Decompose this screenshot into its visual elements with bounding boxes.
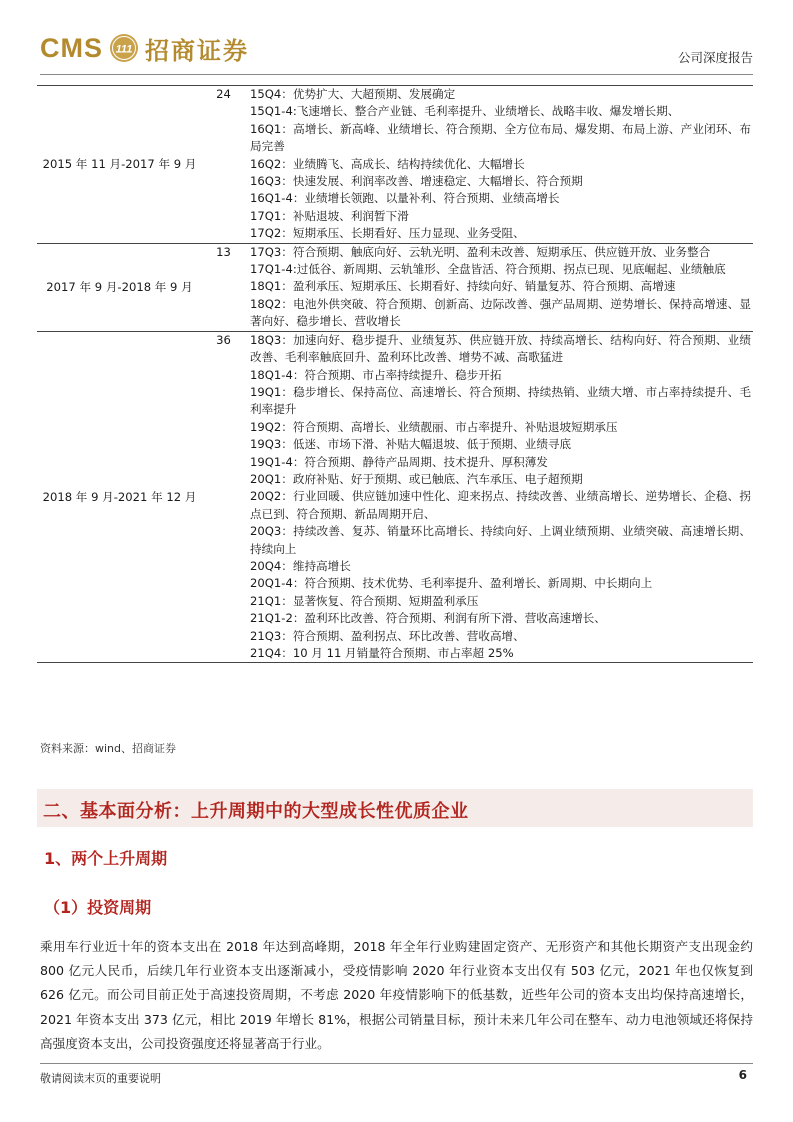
event-line: 17Q2：短期承压、长期看好、压力显现、业务受阻、 [250, 226, 525, 241]
event-line: 18Q1：盈利承压、短期承压、长期看好、持续向好、销量复苏、符合预期、高增速 [250, 279, 676, 294]
table-row [37, 86, 753, 244]
event-line: 20Q1-4：符合预期、技术优势、毛利率提升、盈利增长、新周期、中长期向上 [250, 576, 653, 591]
event-line: 18Q2：电池外供突破、符合预期、创新高、边际改善、强产品周期、逆势增长、保持高增速、显著向好、稳步增长、营收增长 [250, 296, 751, 329]
table-source-note: 资料来源：wind、招商证券 [40, 742, 177, 755]
event-line: 16Q1：高增长、新高峰、业绩增长、符合预期、全方位布局、爆发期、布局上游、产业闭环、布局完善 [250, 121, 751, 154]
header-divider [40, 74, 753, 75]
logo-emblem-text: 111 [115, 43, 133, 56]
event-line: 19Q1-4：符合预期、静待产品周期、技术提升、厚积薄发 [250, 454, 548, 469]
rating-cycles-table [37, 85, 753, 663]
table-row [37, 331, 753, 663]
footer-divider [40, 1063, 753, 1064]
sub-subsection-heading: （1）投资周期 [44, 898, 152, 917]
event-line: 18Q3：加速向好、稳步提升、业绩复苏、供应链开放、持续高增长、结构向好、符合预期、业绩改善、毛利率触底回升、盈利环比改善、增势不减、高歌猛进 [250, 332, 751, 365]
events-cell [245, 86, 753, 244]
event-line: 19Q2：符合预期、高增长、业绩靓丽、市占率提升、补贴退坡短期承压 [250, 419, 618, 434]
event-line: 15Q4：优势扩大、大超预期、发展确定 [250, 87, 456, 101]
footer-disclaimer-note: 敬请阅读末页的重要说明 [40, 1072, 161, 1085]
period-cell: 2017 年 9 月-2018 年 9 月 [46, 279, 193, 294]
count-cell: 36 [216, 332, 231, 347]
event-line: 15Q1-4:飞速增长、整合产业链、毛利率提升、业绩增长、战略丰收、爆发增长期、 [250, 104, 680, 119]
event-line: 20Q4：维持高增长 [250, 558, 351, 573]
event-line: 21Q4：10 月 11 月销量符合预期、市占率超 25% [250, 646, 514, 660]
count-cell: 24 [216, 87, 231, 101]
event-line: 19Q1：稳步增长、保持高位、高速增长、符合预期、持续热销、业绩大增、市占率持续提升、毛利率提升 [250, 384, 751, 417]
events-cell [245, 331, 753, 663]
event-line: 16Q3：快速发展、利润率改善、增速稳定、大幅增长、符合预期 [250, 174, 583, 189]
event-line: 20Q2：行业回暖、供应链加速中性化、迎来拐点、持续改善、业绩高增长、逆势增长、企稳、拐点已到、符合预期、新品周期开启、 [250, 489, 751, 521]
event-line: 17Q3：符合预期、触底向好、云轨光明、盈利未改善、短期承压、供应链开放、业务整合 [250, 244, 711, 259]
event-line: 20Q1：政府补贴、好于预期、或已触底、汽车承压、电子超预期 [250, 471, 583, 486]
section-banner [37, 789, 753, 827]
count-cell: 13 [216, 244, 231, 259]
period-cell: 2015 年 11 月-2017 年 9 月 [42, 156, 197, 171]
logo-chinese-name: 招商证券 [145, 35, 249, 65]
event-line: 17Q1：补贴退坡、利润暂下滑 [250, 208, 409, 223]
body-paragraph: 乘用车行业近十年的资本支出在 2018 年达到高峰期，2018 年全年行业购建固定资产、无形资产和其他长期资产支出现金约 800 亿元人民币，后续几年行业资本支出逐渐减小，受疫情影响 2020 年行业资本支出仅有 503 亿元，2021 年也仅恢复到 626 亿元。而公司目前正处于高速投资周期，不考虑 2020 年疫情影响下的低基数，近些年公司的资本支出均保持高速增长，2021 年资本支出 373 亿元，相比 2019 年增长 81%，根据公司销量目标，预计未来几年公司在整车、动力电池领域还将保持高强度资本支出，公司投资强度还将显著高于行业。 [40, 939, 753, 1051]
event-line: 18Q1-4：符合预期、市占率持续提升、稳步开拓 [250, 367, 502, 382]
subsection-heading: 1、两个上升周期 [44, 849, 168, 868]
event-line: 21Q1：显著恢复、符合预期、短期盈利承压 [250, 593, 479, 608]
period-cell: 2018 年 9 月-2021 年 12 月 [42, 489, 197, 504]
event-line: 21Q1-2：盈利环比改善、符合预期、利润有所下滑、营收高速增长、 [250, 611, 606, 626]
events-cell [245, 243, 753, 331]
rating-cycles-table-body [37, 86, 753, 663]
event-line: 20Q3：持续改善、复苏、销量环比高增长、持续向好、上调业绩预期、业绩突破、高速增长期、持续向上 [250, 524, 751, 556]
event-line: 16Q1-4：业绩增长领跑、以量补利、符合预期、业绩高增长 [250, 191, 560, 206]
company-logo [40, 28, 249, 68]
report-type-label: 公司深度报告 [677, 50, 753, 65]
section-title: 二、基本面分析：上升周期中的大型成长性优质企业 [43, 801, 469, 822]
page-number: 6 [738, 1068, 747, 1082]
event-line: 16Q2：业绩腾飞、高成长、结构持续优化、大幅增长 [250, 156, 525, 171]
event-line: 19Q3：低迷、市场下滑、补贴大幅退坡、低于预期、业绩寻底 [250, 437, 572, 452]
page-header [40, 28, 753, 70]
logo-emblem-icon [109, 33, 139, 63]
table-row [37, 243, 753, 331]
event-line: 17Q1-4:过低谷、新周期、云轨雏形、全盘皆活、符合预期、拐点已现、见底崛起、业绩触底 [250, 262, 726, 277]
event-line: 21Q3：符合预期、盈利拐点、环比改善、营收高增、 [250, 628, 525, 643]
logo-cms-text: CMS [40, 32, 103, 63]
